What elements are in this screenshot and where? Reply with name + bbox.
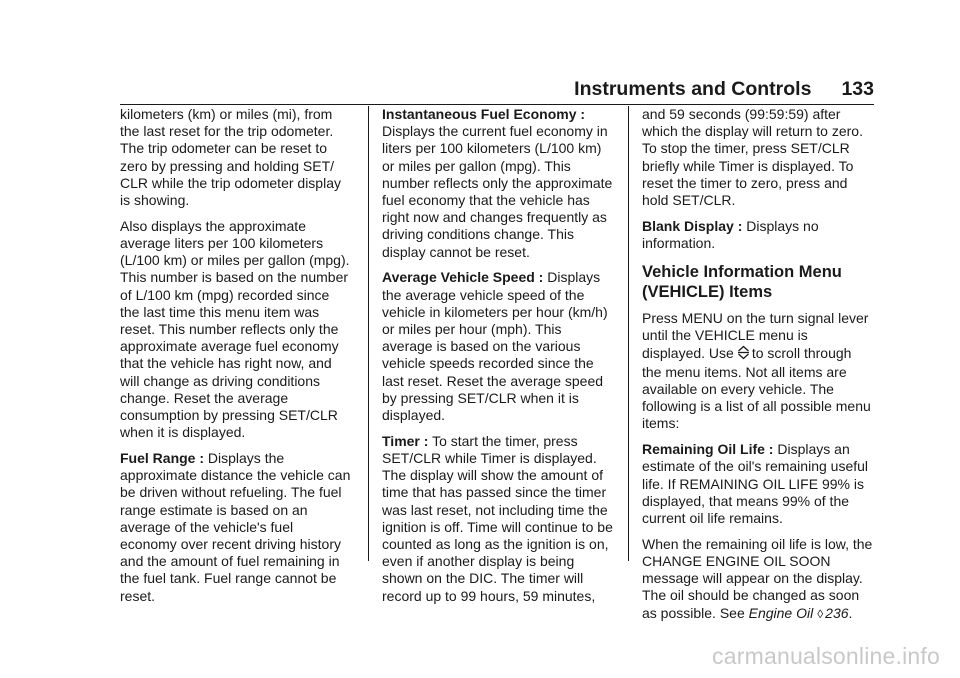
page-reference-icon: ◊ xyxy=(817,606,824,621)
term-remaining-oil-life: Remaining Oil Life : xyxy=(642,441,774,458)
text-oil-low: When the remaining oil life is low, the CHANGE ENGINE OIL SOON message will appear on the display. The oil should be changed as soon as possible. See xyxy=(642,535,873,621)
column-1 xyxy=(120,106,352,613)
column-divider-1 xyxy=(368,106,369,561)
paragraph-remaining-oil-life xyxy=(642,441,874,527)
text-timer: To start the timer, press SET/CLR while Timer is displayed. The display will show the amount of time that has passed since the timer was last reset, not including time the ignition is off. Time will continue to be counted as long as the ignition is on, even if another display is being shown on the DIC. The timer will record up to 99 hours, 59 minutes, xyxy=(382,432,613,604)
column-3 xyxy=(642,106,874,631)
text-menu-a: Press MENU on the turn signal lever until the VEHICLE menu is displayed. Use xyxy=(642,310,869,361)
text-average-vehicle-speed: Displays the average vehicle speed of the vehicle in kilometers per hour (km/h) or miles per hour (mph). This average is based on the various vehicle speeds recorded since the last reset. Reset the average speed by pressing SET/CLR when it is displayed. xyxy=(382,269,608,424)
text-blank-display: Displays no information. xyxy=(642,217,819,252)
text-remaining-oil-life: Displays an estimate of the oil's remaining useful life. If REMAINING OIL LIFE 99% is displayed, that means 99% of the current oil life remains. xyxy=(642,441,869,527)
column-2 xyxy=(382,106,614,613)
paragraph-average-consumption: Also displays the approximate average liters per 100 kilometers (L/100 km) or miles per gallon (mpg). This number is based on the number of L/100 km (mpg) recorded since the last time this menu item was reset. This number reflects only the approximate average fuel economy that the vehicle has right now, and will change as driving conditions change. Reset the average consumption by pressing SET/CLR when it is displayed. xyxy=(120,217,350,441)
section-title: Instruments and Controls xyxy=(574,78,812,100)
text-instantaneous-fuel-economy: Displays the current fuel economy in liters per 100 kilometers (L/100 km) or miles per gallon (mpg). This number reflects only the approximate fuel economy that the vehicle has right now and changes frequently as driving conditions change. This display cannot be reset. xyxy=(382,123,613,260)
page-header xyxy=(574,78,874,101)
xref-engine-oil-link[interactable]: Engine Oil xyxy=(748,604,814,621)
page-number: 133 xyxy=(841,78,874,100)
term-blank-display: Blank Display : xyxy=(642,217,743,234)
term-timer: Timer : xyxy=(382,432,429,449)
paragraph-average-vehicle-speed xyxy=(382,269,614,424)
paragraph-instantaneous-fuel-economy xyxy=(382,106,614,261)
paragraph-timer-continued: and 59 seconds (99:59:59) after which the display will return to zero. To stop the timer, press SET/CLR briefly while Timer is displayed. To reset the timer to zero, press and hold SET/CLR. xyxy=(642,106,863,209)
paragraph-vehicle-menu xyxy=(642,310,874,432)
xref-end: . xyxy=(848,604,853,621)
paragraph-fuel-range xyxy=(120,450,352,605)
section-heading-vehicle-menu: Vehicle Information Menu (VEHICLE) Items xyxy=(642,263,842,302)
term-fuel-range: Fuel Range : xyxy=(120,450,205,467)
paragraph-oil-low xyxy=(642,536,874,623)
header-rule xyxy=(120,104,874,105)
term-average-vehicle-speed: Average Vehicle Speed : xyxy=(382,269,544,286)
paragraph-blank-display xyxy=(642,218,874,252)
column-divider-2 xyxy=(628,106,629,561)
paragraph-timer xyxy=(382,433,614,605)
xref-page-number[interactable]: 236 xyxy=(825,604,849,621)
text-menu-b: to scroll through the menu items. Not all items are available on every vehicle. The following is a list of all possible menu items: xyxy=(642,344,871,432)
text-fuel-range: Displays the approximate distance the vehicle can be driven without refueling. The fuel range estimate is based on an average of the vehicle's fuel economy over recent driving history and the amount of fuel remaining in the fuel tank. Fuel range cannot be reset. xyxy=(120,450,351,604)
thumbwheel-up-down-icon xyxy=(737,345,750,364)
watermark: carmanualsonline.info xyxy=(712,643,940,669)
term-instantaneous-fuel-economy: Instantaneous Fuel Economy : xyxy=(382,106,586,122)
paragraph-trip-odometer: kilometers (km) or miles (mi), from the last reset for the trip odometer. The trip odometer can be reset to zero by pressing and holding SET/ CLR while the trip odometer display is showing. xyxy=(120,106,341,209)
